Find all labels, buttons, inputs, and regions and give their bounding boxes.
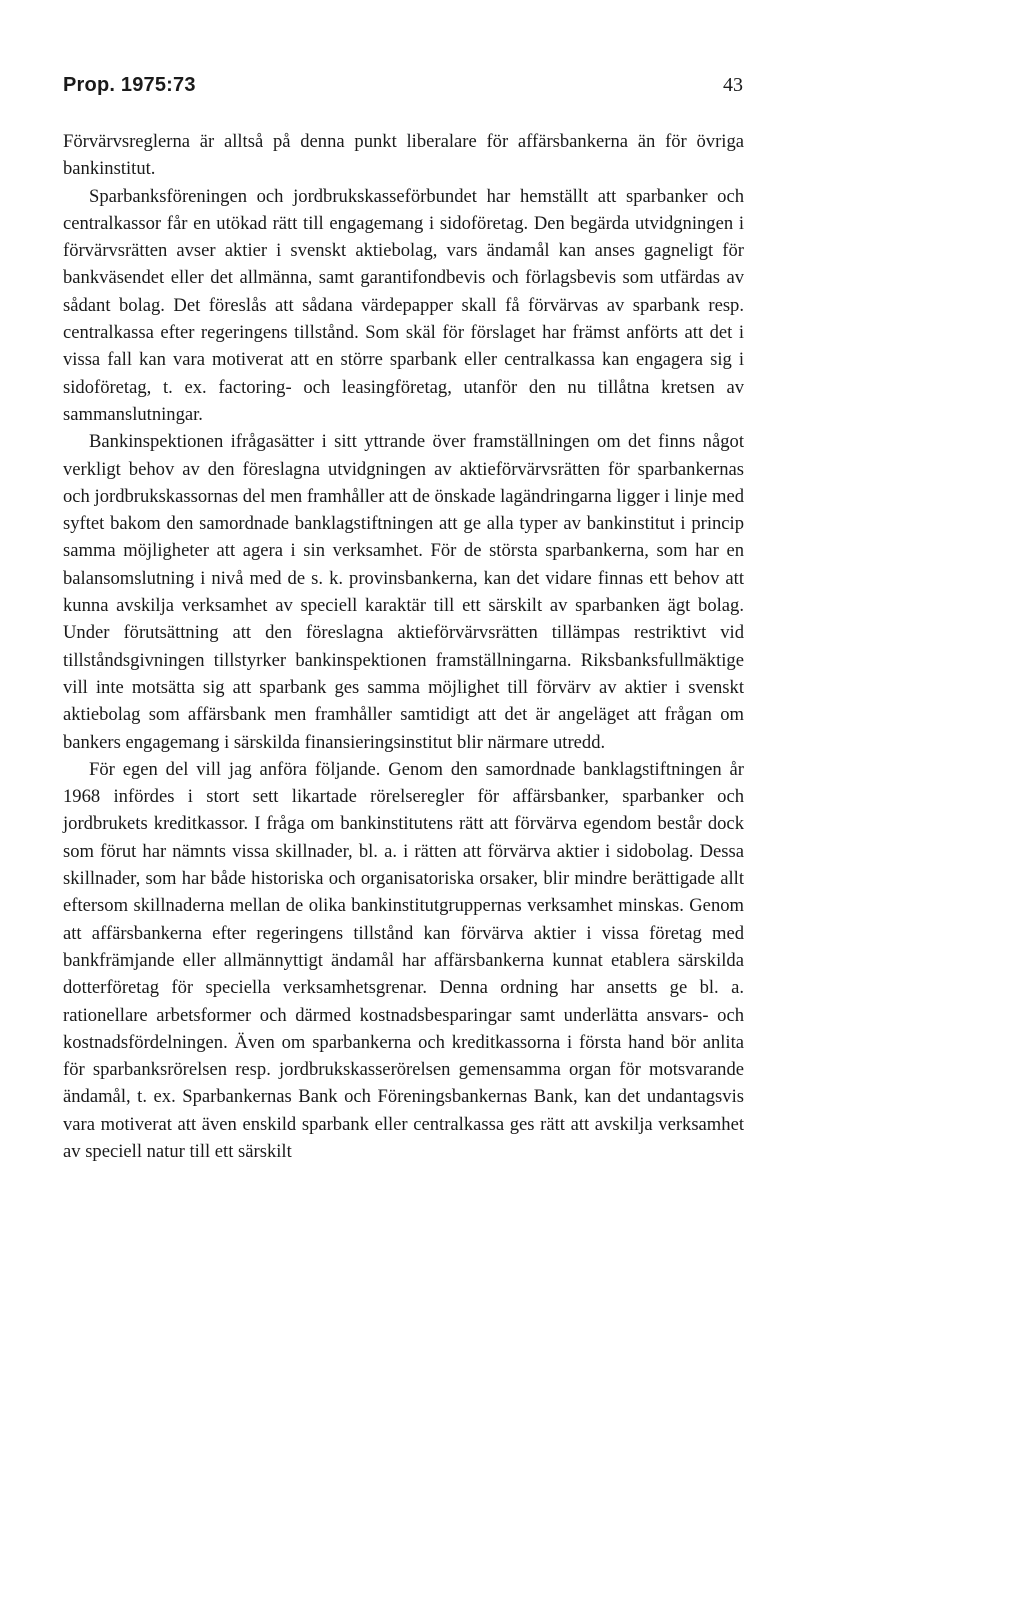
paragraph: Förvärvsreglerna är alltså på denna punkt liberalare för affärsbankerna än för övriga bankinstitut.	[63, 131, 744, 180]
paragraph: För egen del vill jag anföra följande. Genom den samordnade banklagstiftningen år 1968 infördes i stort sett likartade rörelseregler för affärsbanker, sparbanker och jordbrukets kreditkassor. I fråga om bankinstitutens rätt att förvärva egendom består dock som förut har nämnts vissa skillnader, bl. a. i rätten att förvärva aktier i sidobolag. Dessa skillnader, som har både historiska och organisatoriska orsaker, blir mindre berättigade allt eftersom skillnaderna mellan de olika bankinstitutgruppernas verksamhet minskas. Genom att affärsbankerna efter regeringens tillstånd kan förvärva aktier i vissa företag med bankfrämjande eller allmännyttigt ändamål har affärsbankerna kunnat etablera särskilda dotterföretag för speciella verksamhetsgrenar. Denna ordning har ansetts ge bl. a. rationellare arbetsformer och därmed kostnadsbesparingar samt underlätta ansvars- och kostnadsfördelningen. Även om sparbankerna och kreditkassorna i första hand bör anlita för sparbanksrörelsen resp. jordbrukskasserörelsen gemensamma organ för motsvarande ändamål, t. ex. Sparbankernas Bank och Föreningsbankernas Bank, kan det undantagsvis vara motiverat att även enskild sparbank eller centralkassa ges rätt att avskilja verksamhet av speciell natur till ett särskilt	[63, 758, 744, 1162]
page-number: 43	[723, 74, 743, 96]
paragraph: Sparbanksföreningen och jordbrukskasseförbundet har hemställt att sparbanker och centralkassor får en utökad rätt till engagemang i sidoföretag. Den begärda utvidgningen i förvärvsrätten avser aktier i svenskt aktiebolag, vars ändamål kan anses gagneligt för bankväsendet eller det allmänna, samt garantifondbevis och förlagsbevis som utfärdas av sådant bolag. Det föreslås att sådana värdepapper skall få förvärvas av sparbank resp. centralkassa efter regeringens tillstånd. Som skäl för förslaget har främst anförts att det i vissa fall kan vara motiverat att en större sparbank eller centralkassa kan engagera sig i sidoföretag, t. ex. factoring- och leasingföretag, utanför den nu tillåtna kretsen av sammanslutningar.	[63, 185, 744, 425]
document-reference: Prop. 1975:73	[63, 74, 196, 96]
page-header	[63, 74, 743, 97]
paragraph: Bankinspektionen ifrågasätter i sitt yttrande över framställningen om det finns något verkligt behov av den föreslagna utvidgningen av aktieförvärvsrätten för sparbankernas och jordbrukskassornas del men framhåller att de önskade lagändringarna ligger i linje med syftet bakom den samordnade banklagstiftningen att ge alla typer av bankinstitut i princip samma möjligheter att agera i sin verksamhet. För de största sparbankerna, som har en balansomslutning i nivå med de s. k. provinsbankerna, kan det vidare finnas ett behov att kunna avskilja verksamhet av speciell karaktär till ett särskilt av sparbanken ägt bolag. Under förutsättning att den föreslagna aktieförvärvsrätten tillämpas restriktivt vid tillståndsgivningen tillstyrker bankinspektionen framställningarna. Riksbanksfullmäktige vill inte motsätta sig att sparbank ges samma möjlighet till förvärv av aktier i svenskt aktiebolag som affärsbank men framhåller samtidigt att det är angeläget att frågan om bankers engagemang i särskilda finansieringsinstitut blir närmare utredd.	[63, 431, 744, 753]
body-text	[63, 128, 744, 1165]
